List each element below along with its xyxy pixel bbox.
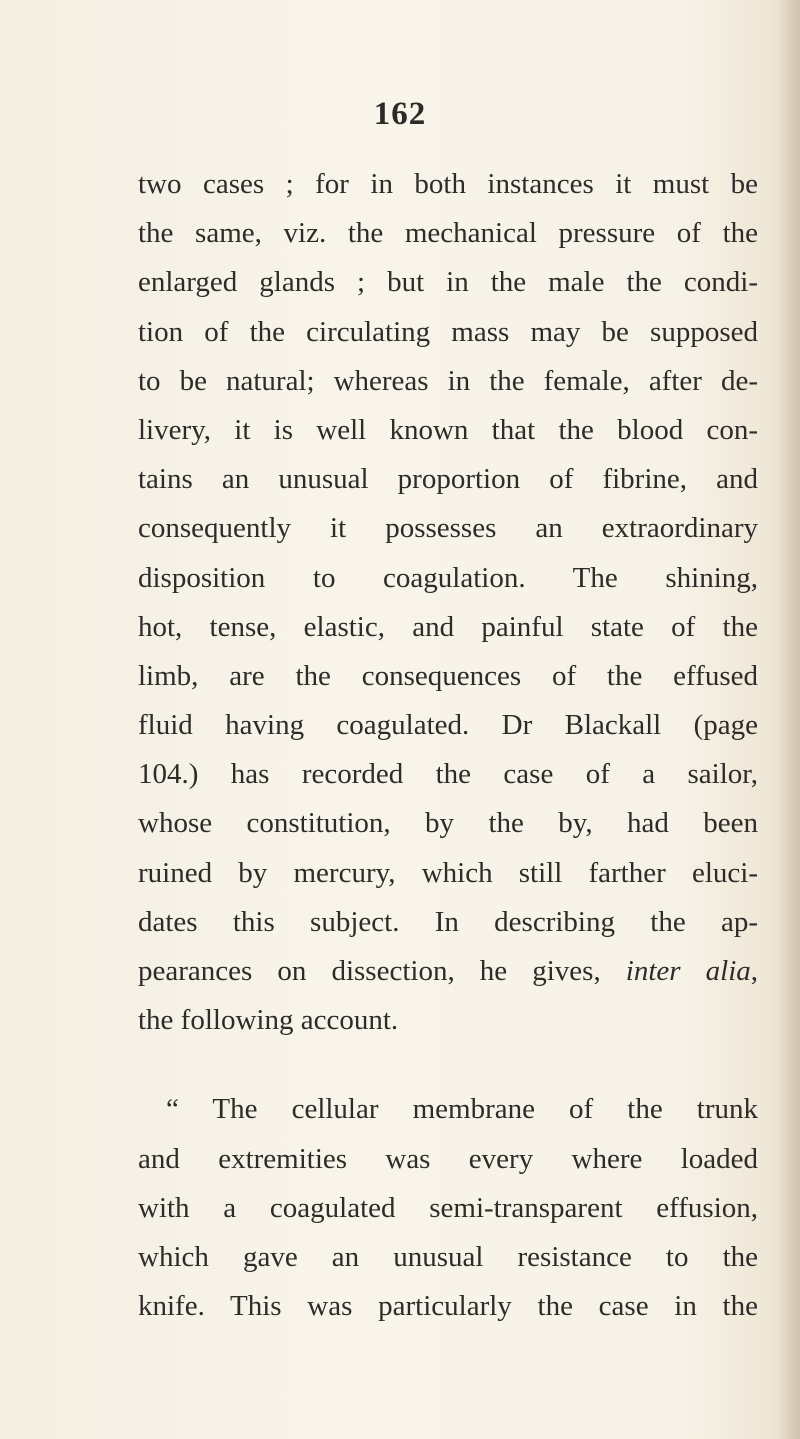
text-line: consequently it possesses an extraordinary [138, 512, 758, 545]
text-line: knife. This was particularly the case in the [138, 1290, 758, 1323]
text-line: the following account. [138, 1004, 399, 1037]
text-line: tains an unusual proportion of fibrine, and [138, 463, 758, 496]
text-line: hot, tense, elastic, and painful state of the [138, 610, 758, 643]
text-fragment: , [750, 955, 759, 987]
text-line: disposition to coagulation. The shining, [138, 561, 758, 594]
text-line: livery, it is well known that the blood con- [138, 413, 758, 446]
paragraph-gap [138, 1045, 758, 1085]
text-line [138, 947, 758, 996]
text-line: limb, are the consequences of the effused [138, 659, 758, 692]
text-line: which gave an unusual resistance to the [138, 1240, 758, 1273]
text-line: two cases ; for in both instances it must be [138, 168, 758, 200]
page-number: 162 [373, 96, 427, 132]
text-line: fluid having coagulated. Dr Blackall (page [138, 709, 758, 742]
text-line: the same, viz. the mechanical pressure of the [138, 217, 758, 250]
text-line: “ The cellular membrane of the trunk [166, 1093, 758, 1126]
text-line: enlarged glands ; but in the male the condi- [138, 266, 758, 299]
text-fragment: pearances on dissection, he gives, [138, 955, 601, 987]
text-line: ruined by mercury, which still farther eluci- [138, 856, 758, 889]
text-line: to be natural; whereas in the female, after de- [138, 364, 758, 397]
italic-phrase: inter alia [625, 955, 751, 987]
text-line: tion of the circulating mass may be supposed [138, 315, 758, 348]
text-line: 104.) has recorded the case of a sailor, [138, 758, 758, 791]
text-line: with a coagulated semi-transparent effusion, [138, 1191, 758, 1224]
text-line: whose constitution, by the by, had been [138, 807, 758, 840]
page-edge-shadow [778, 0, 800, 1439]
text-line: dates this subject. In describing the ap- [138, 905, 758, 938]
body-text [138, 160, 758, 1331]
text-line: and extremities was every where loaded [138, 1142, 758, 1175]
